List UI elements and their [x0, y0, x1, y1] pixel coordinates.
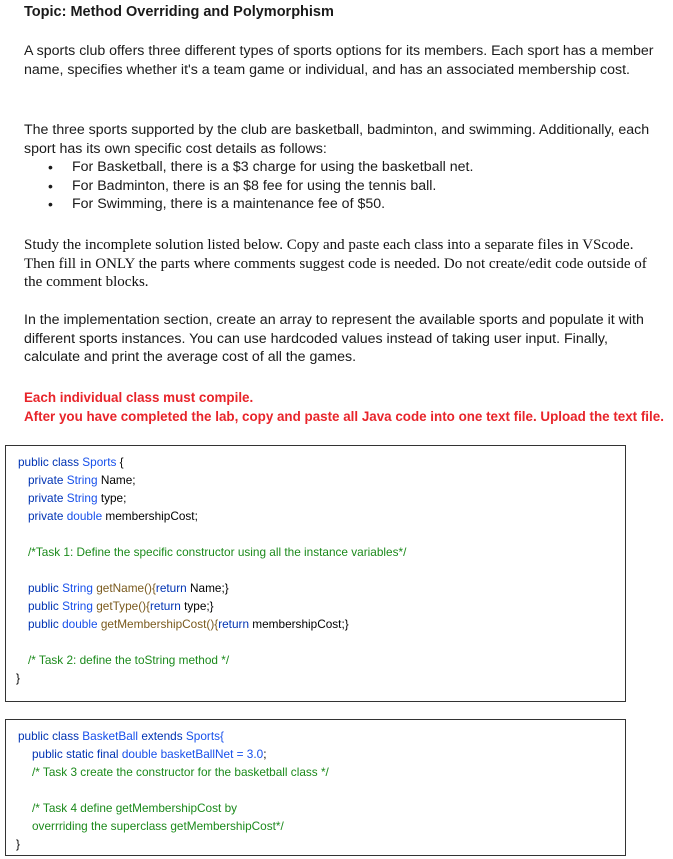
code-line-close-brace: }	[16, 671, 20, 685]
implementation-paragraph	[24, 311, 654, 367]
bullet-badminton: • For Badminton, there is an $8 fee for using the tennis ball.	[72, 177, 654, 196]
sports-paragraph	[24, 121, 654, 214]
topic-heading: Topic: Method Overriding and Polymorphism	[24, 4, 334, 20]
warning-compile: Each individual class must compile.	[24, 390, 254, 405]
code-comment-task3: /* Task 3 create the constructor for the basketball class */	[32, 765, 329, 779]
cost-bullet-list	[24, 158, 654, 214]
code-comment-task4-line2: overrriding the superclass getMembershipCost*/	[32, 819, 284, 833]
code-line-close-brace: }	[16, 837, 20, 851]
code-block-basketball	[5, 719, 626, 856]
intro-text: A sports club offers three different types of sports options for its members. Each sport has a member name, specifies whether it's a team game or individual, and has an associated membership cost.	[24, 43, 654, 78]
code-line-field-type: private String type;	[28, 491, 127, 505]
intro-paragraph	[24, 42, 654, 79]
instructions-paragraph: Study the incomplete solution listed below. Copy and paste each class into a separate files in VScode. Then fill in ONLY the parts where comments suggest code is needed. Do not create/edit code outside of the comment blocks.	[24, 237, 647, 290]
code-line-net-constant: public static final double basketBallNet = 3.0;	[32, 747, 267, 761]
implementation-text: In the implementation section, create an array to represent the available sports and populate it with different sports instances. You can use hardcoded values instead of taking user input. Finally, calculate and print the average cost of all the games.	[24, 312, 644, 365]
warning-upload: After you have completed the lab, copy and paste all Java code into one text file. Upload the text file.	[24, 408, 664, 424]
code-line-class-decl: public class BasketBall extends Sports{	[18, 729, 224, 743]
bullet-basketball: • For Basketball, there is a $3 charge for using the basketball net.	[72, 158, 654, 177]
code-line-getname: public String getName(){return Name;}	[28, 581, 229, 595]
code-comment-task4-line1: /* Task 4 define getMembershipCost by	[32, 801, 238, 815]
bullet-swimming: • For Swimming, there is a maintenance fee of $50.	[72, 195, 654, 214]
code-comment-task2: /* Task 2: define the toString method */	[28, 653, 230, 667]
code-comment-task1: /*Task 1: Define the specific constructor using all the instance variables*/	[28, 545, 407, 559]
warning-block	[24, 389, 664, 426]
code-line-field-cost: private double membershipCost;	[28, 509, 198, 523]
code-line-field-name: private String Name;	[28, 473, 136, 487]
code-line-gettype: public String getType(){return type;}	[28, 599, 214, 613]
code-line-getcost: public double getMembershipCost(){return membershipCost;}	[28, 617, 349, 631]
sports-intro-text: The three sports supported by the club are basketball, badminton, and swimming. Additionally, each sport has its own specific cost details as follows:	[24, 122, 650, 157]
code-block-sports	[5, 445, 626, 702]
code-line-class-decl: public class Sports {	[18, 455, 124, 469]
